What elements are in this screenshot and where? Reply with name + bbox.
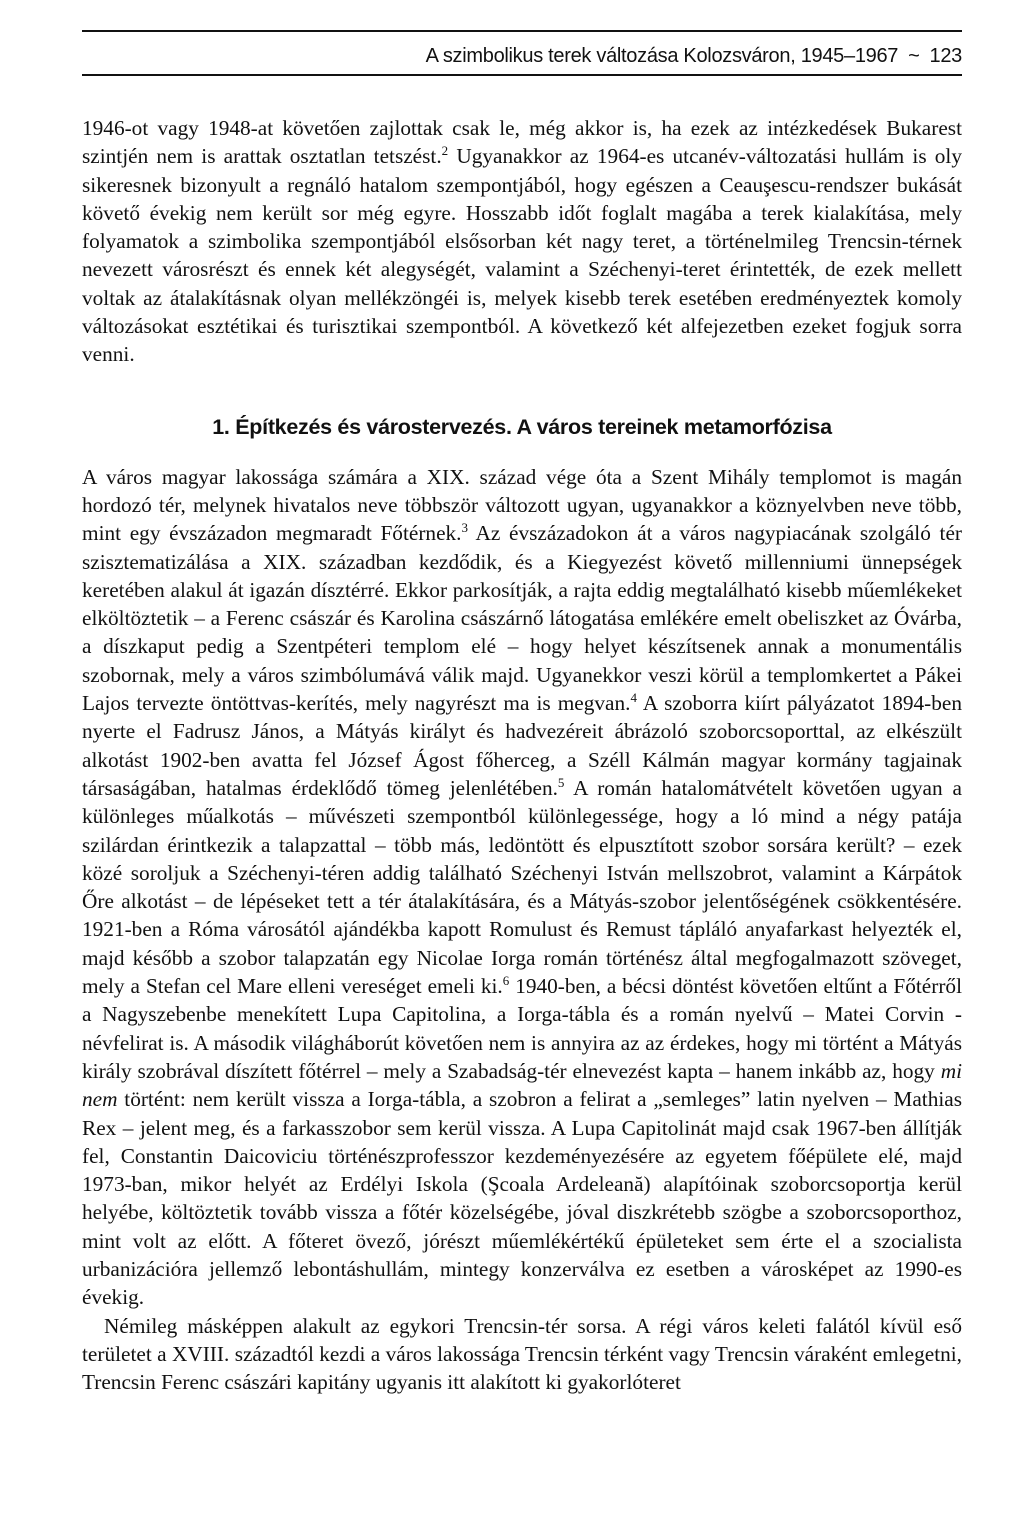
paragraph-text: Ugyanakkor az 1964-es utcanév-változatási hullám is oly sikeresnek bizonyult a regnáló hatalom szempontjából, hogy egészen a Ceauşescu-rendszer bukását követő évekig nem került sor még egyre. Hosszabb időt foglalt magába a terek kialakítása, mely folyamatok a szimbolika szempontjából elsősorban két nagy teret, a történelmileg Trencsin-térnek nevezett városrészt és ennek két alegységét, valamint a Széchenyi-teret érintették, de ezek mellett voltak az átalakításnak olyan mellékzöngéi is, melyek kisebb terek esetében eredményeztek komoly változásokat esztétikai és turisztikai szempontból. A következő két alfejezetben ezeket fogjuk sorra venni. bbox=[82, 144, 962, 367]
paragraph-text: történt: nem került vissza a Iorga-tábla, a szobron a felirat a „semleges” latin nyelven – Mathias Rex – jelent meg, és a farkasszobor sem kerül vissza. A Lupa Capitolinát majd csak 1967-ben állítják fel, Constantin Daicoviciu történészprofesszor kezdeményezésére az egyetem főépülete elé, majd 1973-ban, mikor helyét az Erdélyi Iskola (Şcoala Ardeleană) alapítóinak szoborcsoportja kerül helyébe, költöztetik tovább vissza a főtér közelségébe, jóval diszkrétebb szögbe a szoborcsoporthoz, mint volt az előtt. A főteret övező, jórészt műemlékértékű épületeket sem érte el a szocialista urbanizációra jellemző lebontáshullám, mintegy konzerválva ez esetben a városképet az 1990-es évekig. bbox=[82, 1087, 962, 1310]
running-header bbox=[82, 30, 962, 76]
header-separator: ~ bbox=[908, 45, 920, 67]
book-page bbox=[82, 0, 962, 1535]
paragraph-text: A város magyar lakossága számára a XIX. század vége óta a Szent Mihály templomot is magán hordozó tér, melynek hivatalos neve többször változott ugyan, ugyanakkor a köznyelvben neve több, mint egy évszázadon megmaradt Főtérnek. bbox=[82, 464, 962, 546]
footnote-ref[interactable]: 3 bbox=[461, 520, 468, 536]
paragraph-text: Az évszázadokon át a város nagypiacának szolgáló tér szisztematizálása a XIX. században kezdődik, és a Kiegyezést követő millenniumi ünnepségek keretében alakul át igazán dísztérré. Ekkor parkosítják, a rajta eddig megtalálható kisebb műemlékeket elköltöztetik – a Ferenc császár és Karolina császárnő látogatása emlékére emelt obeliszket az Óvárba, a díszkaput pedig a Szentpéteri templom elé – hogy helyet készítsenek annak a monumentális szobornak, mely a város szimbólumává válik majd. Ugyanekkor veszi körül a templomkertet a Pákei Lajos tervezte öntöttvas-kerítés, mely nagyrészt ma is megvan. bbox=[82, 521, 963, 716]
running-title: A szimbolikus terek változása Kolozsváron, 1945–1967 bbox=[425, 45, 899, 67]
paragraph bbox=[82, 1312, 962, 1397]
section-heading: 1. Építkezés és várostervezés. A város tereinek metamorfózisa bbox=[212, 414, 832, 439]
paragraph-text: 1946-ot vagy 1948-at követően zajlottak csak le, még akkor is, ha ezek az intézkedések Bukarest szintjén nem is arattak osztatlan tetszést. bbox=[82, 116, 962, 169]
body-text bbox=[82, 114, 962, 1396]
paragraph bbox=[82, 463, 962, 1312]
page-number: 123 bbox=[929, 45, 962, 67]
paragraph-text: 1940-ben, a bécsi döntést követően eltűnt a Főtérről a Nagyszebenbe menekített Lupa Capitolina, a Iorga-tábla és a román nyelvű – Matei Corvin - névfelirat is. A második világháborút követően nem is annyira az az érdekes, hogy mi történt a Mátyás király szobrával díszített főtérrel – mely a Szabadság-tér elnevezést kapta – hanem inkább az, hogy bbox=[82, 974, 962, 1083]
paragraph-text: Némileg másképpen alakult az egykori Trencsin-tér sorsa. A régi város keleti falától kívül eső területet a XVIII. századtól kezdi a város lakossága Trencsin térként vagy Trencsin váraként emlegetni, Trencsin Ferenc császári kapitány ugyanis itt alakított ki gyakorlóteret bbox=[82, 1313, 962, 1395]
footnote-ref[interactable]: 5 bbox=[557, 774, 565, 790]
paragraph-continued bbox=[82, 114, 962, 369]
footnote-ref[interactable]: 6 bbox=[502, 973, 510, 989]
paragraph-text: A román hatalomátvételt követően ugyan a különleges műalkotás – művészeti szempontból különlegessége, hogy a ló mind a négy patája szilárdan érintkezik a talapzattal – több más, ledöntött és elpusztított szobor sorsára került? – ezek közé soroljuk a Széchenyi-téren addig található Széchenyi István mellszobrot, valamint a Kárpátok Őre alkotást – de lépéseket tett a tér átalakítására, és a Mátyás-szobor jelentőségének csökkentésére. 1921-ben a Róma városától ajándékba kapott Romulust és Remust tápláló anyafarkast helyezték el, majd később a szobor talapzatán egy Nicolae Iorga román történész által megfogalmazott szöveget, mely a Stefan cel Mare elleni vereséget emeli ki. bbox=[82, 775, 962, 999]
emphasis-text: mi nem bbox=[82, 1058, 962, 1112]
footnote-ref[interactable]: 4 bbox=[630, 690, 637, 706]
footnote-ref[interactable]: 2 bbox=[441, 143, 449, 159]
paragraph-text: A szoborra kiírt pályázatot 1894-ben nyerte el Fadrusz János, a Mátyás királyt és hadvezéreit ábrázoló szoborcsoporttal, az elkészült alkotást 1902-ben avatta fel József Ágost főherceg, a Széll Kálmán magyar kormány tagjainak társaságában, hatalmas érdeklődő tömeg jelenlétében. bbox=[82, 691, 963, 800]
